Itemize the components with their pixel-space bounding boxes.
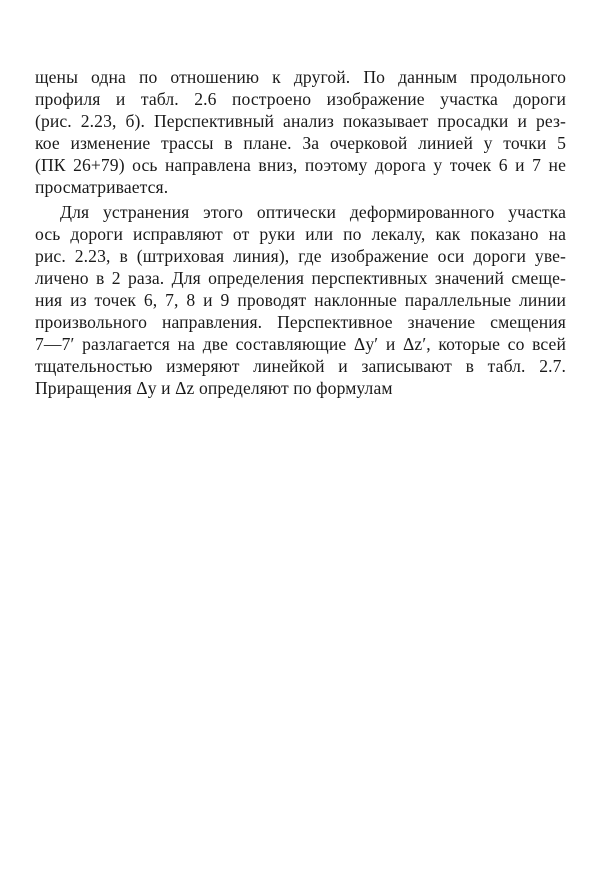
text-line: Для устранения этого оптически деформированного участка <box>60 202 566 222</box>
text-line: Приращения Δy и Δz определяют по формулам <box>35 378 393 398</box>
text-line: просматривается. <box>35 177 169 197</box>
text-line: 7—7′ разлагается на две составляющие Δy′ и Δz′, которые со всей <box>35 334 566 354</box>
text-line: тщательностью измеряют линейкой и записывают в табл. 2.7. <box>35 356 566 376</box>
text-line: профиля и табл. 2.6 построено изображение участка дороги <box>35 89 566 109</box>
text-line: ния из точек 6, 7, 8 и 9 проводят наклонные параллельные линии <box>35 290 566 310</box>
text-line: кое изменение трассы в плане. За очерковой линией у точки 5 <box>35 133 566 153</box>
text-line: рис. 2.23, в (штриховая линия), где изображение оси дороги уве- <box>35 246 566 266</box>
text-line: щены одна по отношению к другой. По данным продольного <box>35 67 566 87</box>
text-line: (ПК 26+79) ось направлена вниз, поэтому дорога у точек 6 и 7 не <box>35 155 566 175</box>
text-line: произвольного направления. Перспективное значение смещения <box>35 312 566 332</box>
text-line: (рис. 2.23, б). Перспективный анализ показывает просадки и рез- <box>35 111 566 131</box>
text-line: ось дороги исправляют от руки или по лекалу, как показано на <box>35 224 566 244</box>
text-line: личено в 2 раза. Для определения перспективных значений смеще- <box>35 268 566 288</box>
